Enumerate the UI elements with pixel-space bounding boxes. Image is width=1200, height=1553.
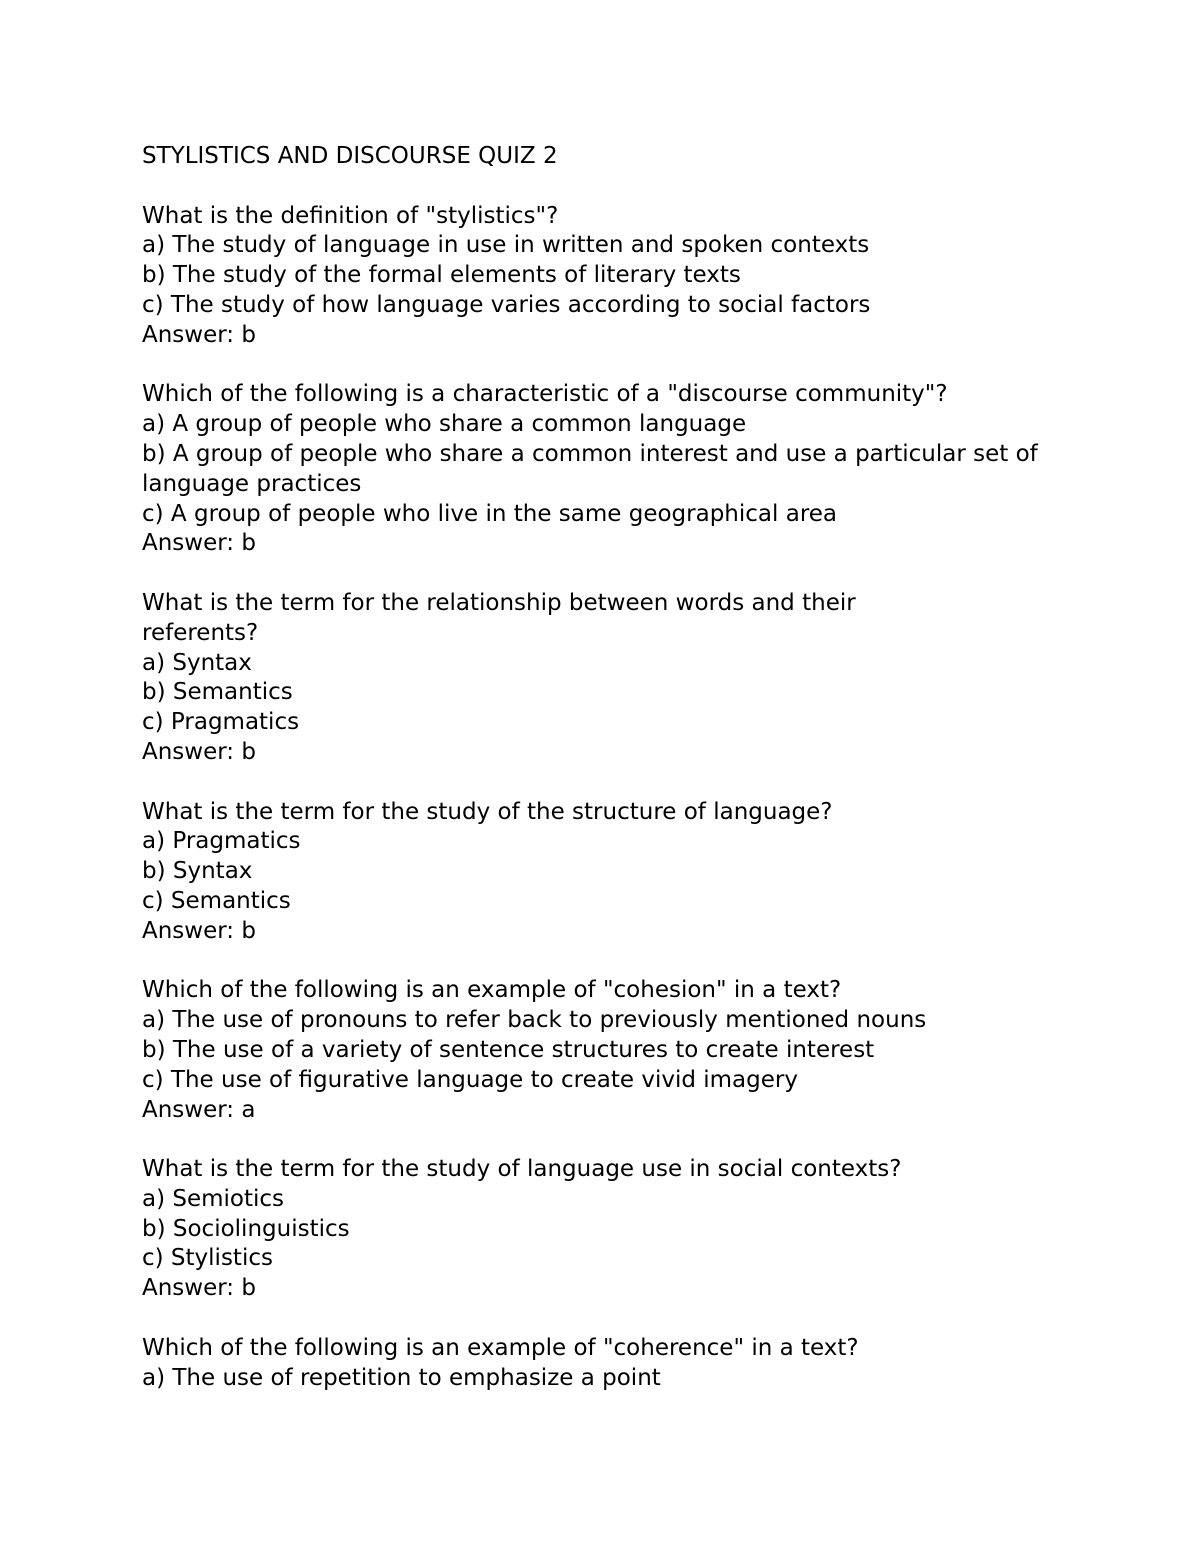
- document-title: STYLISTICS AND DISCOURSE QUIZ 2: [142, 143, 558, 169]
- question-text: What is the term for the relationship between words and their referents?: [142, 589, 863, 646]
- answer-line: Answer: b: [142, 530, 256, 557]
- option-c: c) A group of people who live in the same geographical area: [142, 500, 838, 527]
- spacer: [142, 1125, 1082, 1155]
- question-text: Which of the following is an example of "cohesion" in a text?: [142, 977, 842, 1004]
- spacer: [142, 559, 1082, 589]
- option-b: b) The use of a variety of sentence structures to create interest: [142, 1036, 875, 1063]
- option-b: b) The study of the formal elements of literary texts: [142, 262, 741, 289]
- option-b: b) Sociolinguistics: [142, 1215, 350, 1242]
- question-2: [142, 380, 1082, 559]
- question-text: What is the term for the study of the structure of language?: [142, 798, 833, 825]
- question-6: [142, 1155, 1082, 1304]
- question-3: [142, 589, 1082, 768]
- answer-line: Answer: b: [142, 1275, 256, 1302]
- spacer: [142, 351, 1082, 381]
- spacer: [142, 947, 1082, 977]
- question-text: Which of the following is an example of "coherence" in a text?: [142, 1334, 859, 1361]
- option-a: a) A group of people who share a common language: [142, 411, 747, 438]
- question-text: What is the term for the study of language use in social contexts?: [142, 1156, 902, 1183]
- question-text: Which of the following is a characteristic of a "discourse community"?: [142, 381, 948, 408]
- question-7: [142, 1334, 1082, 1394]
- option-c: c) The study of how language varies according to social factors: [142, 291, 871, 318]
- option-b: b) A group of people who share a common interest and use a particular set of language practices: [142, 440, 1046, 497]
- question-text: What is the definition of "stylistics"?: [142, 202, 559, 229]
- option-c: c) Pragmatics: [142, 709, 300, 736]
- option-b: b) Semantics: [142, 679, 293, 706]
- option-a: a) Pragmatics: [142, 828, 301, 855]
- option-c: c) Semantics: [142, 887, 291, 914]
- option-c: c) Stylistics: [142, 1245, 273, 1272]
- answer-line: Answer: a: [142, 1096, 256, 1123]
- spacer: [142, 172, 1082, 202]
- spacer: [142, 768, 1082, 798]
- option-a: a) Semiotics: [142, 1185, 285, 1212]
- question-5: [142, 976, 1082, 1125]
- answer-line: Answer: b: [142, 321, 256, 348]
- question-1: [142, 202, 1082, 351]
- option-a: a) The study of language in use in written and spoken contexts: [142, 232, 870, 259]
- option-a: a) The use of repetition to emphasize a point: [142, 1364, 661, 1391]
- question-4: [142, 798, 1082, 947]
- option-a: a) The use of pronouns to refer back to previously mentioned nouns: [142, 1007, 927, 1034]
- document-page: [142, 142, 1082, 1393]
- spacer: [142, 1304, 1082, 1334]
- answer-line: Answer: b: [142, 738, 256, 765]
- option-a: a) Syntax: [142, 649, 252, 676]
- answer-line: Answer: b: [142, 917, 256, 944]
- option-c: c) The use of figurative language to create vivid imagery: [142, 1066, 798, 1093]
- option-b: b) Syntax: [142, 858, 253, 885]
